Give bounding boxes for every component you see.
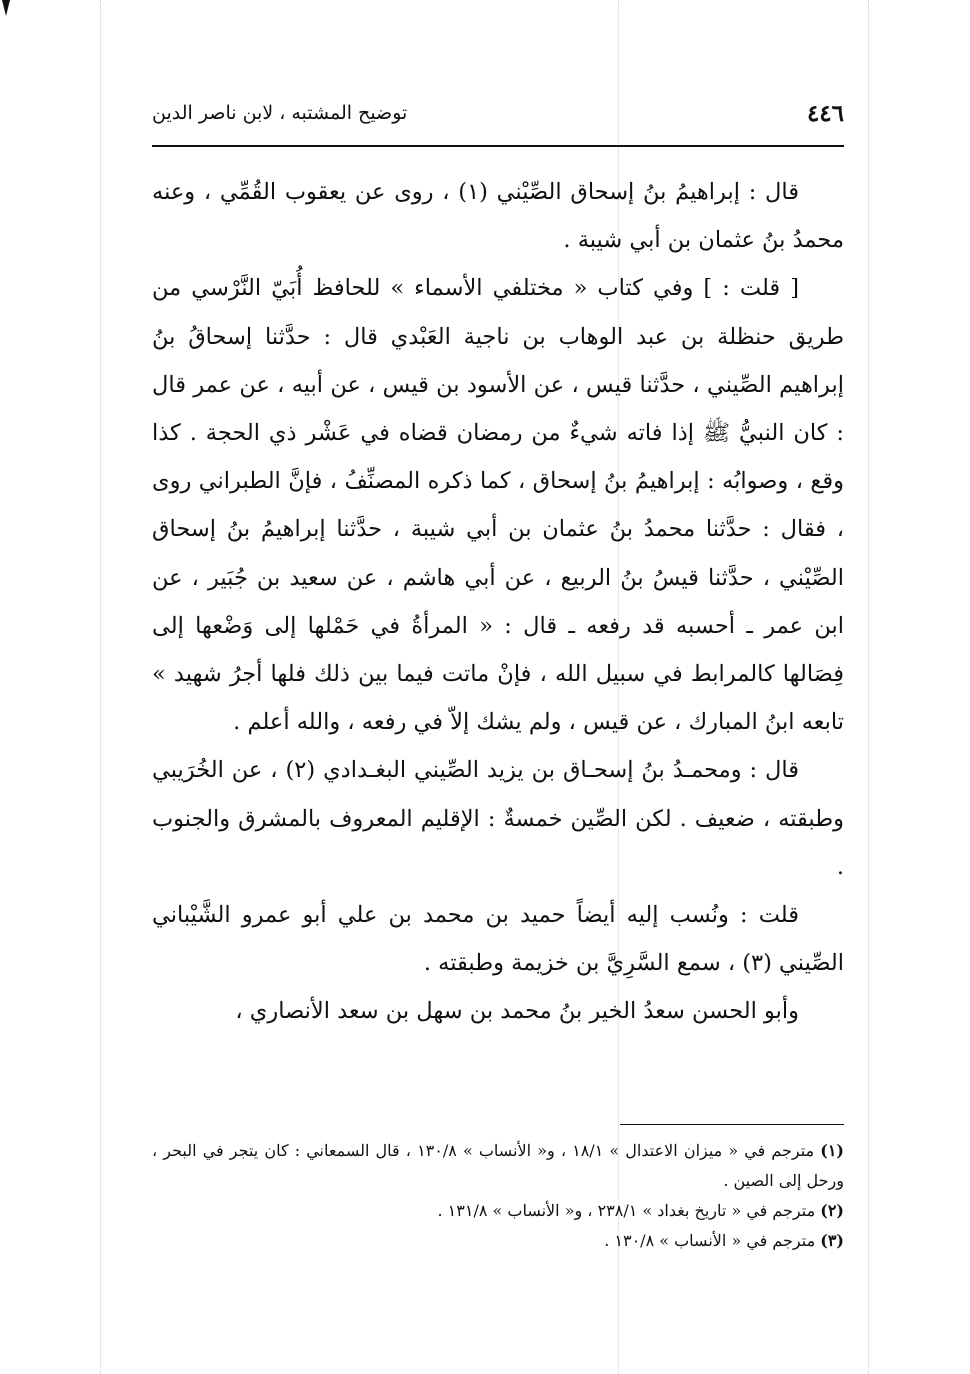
paragraph: وأبو الحسن سعدُ الخير بنُ محمد بن سهل بن سعد الأنصاري ، [235,998,799,1025]
footnote-number: (٣) [820,1231,844,1250]
footnote [152,1226,844,1256]
page-number: ٤٤٦ [806,100,844,127]
scan-guide-line [868,0,869,1374]
paragraph: قال : ومحمـدُ بنُ إسحـاق بن يزيد الصِّيني البغـدادي (٢) ، عن الخُرَيبي وطبقته ، ضعيف . لكن الصِّين خمسةٌ : الإقليم المعروف بالمشرق والجنوب . [152,757,844,880]
main-text [152,168,844,1036]
footnote [152,1196,844,1226]
running-title: توضيح المشتبه ، لابن ناصر الدين [152,102,408,124]
scan-guide-line [100,0,101,1374]
paragraph: [ قلت : ] وفي كتاب « مختلفي الأسماء » للحافظ أُبَيّ النَّرْسي من طريق حنظلة بن عبد الوهاب بن ناجية العَبْدي قال : حدَّثنا إسحاقُ بنُ إبراهيم الصِّيني ، حدَّثنا قيس ، عن الأسود بن قيس ، عن أبيه ، عن عمر قال : كان النبيُّ ﷺ إذا فاته شيءٌ من رمضان قضاه في عَشْر ذي الحجة . كذا وقع ، وصوابُه : إبراهيمُ بنُ إسحاق ، كما ذكره المصنِّفُ ، فإنَّ الطبراني روى ، فقال : حدَّثنا محمدُ بنُ عثمان بن أبي شيبة ، حدَّثنا إبراهيمُ بنُ إسحاق الصِّيْني ، حدَّثنا قيسُ بنُ الربيع ، عن أبي هاشم ، عن سعيد بن جُبَير ، عن ابن عمر ـ أحسبه قد رفعه ـ قال : « المرأةُ في حَمْلها إلى وَضْعها إلى فِصَالها كالمرابط في سبيل الله ، فإنْ ماتت فيما بين ذلك فلها أجرُ شهيد » تابعه ابنُ المبارك ، عن قيس ، ولم يشك إلاّ في رفعه ، والله أعلم . [152,275,844,736]
paragraph: قال : إبراهيمُ بنُ إسحاق الصِّيْني (١) ، روى عن يعقوب القُمِّي ، وعنه محمدُ بنُ عثمان بن أبي شيبة . [152,179,844,254]
page-header [152,96,844,140]
footnote-rule [620,1124,844,1125]
scan-corner-mark [2,0,10,16]
footnote [152,1136,844,1196]
header-rule [152,145,844,147]
footnotes [152,1136,844,1256]
footnote-text: مترجم في « الأنساب » ١٣٠/٨ . [604,1231,816,1250]
footnote-text: مترجم في « تاريخ بغداد » ٢٣٨/١ ، و« الأنساب » ١٣١/٨ . [437,1201,816,1220]
footnote-number: (٢) [820,1201,844,1220]
footnote-text: مترجم في « ميزان الاعتدال » ١٨/١ ، و« الأنساب » ١٣٠/٨ ، قال السمعاني : كان يتجر في البحر ، ورحل إلى الصين . [152,1141,844,1190]
paragraph: قلت : ونُسب إليه أيضاً حميد بن محمد بن علي أبو عمرو الشَّيْباني الصِّيني (٣) ، سمع السَّرِيَّ بن خزيمة وطبقته . [152,902,844,977]
footnote-number: (١) [820,1141,844,1160]
